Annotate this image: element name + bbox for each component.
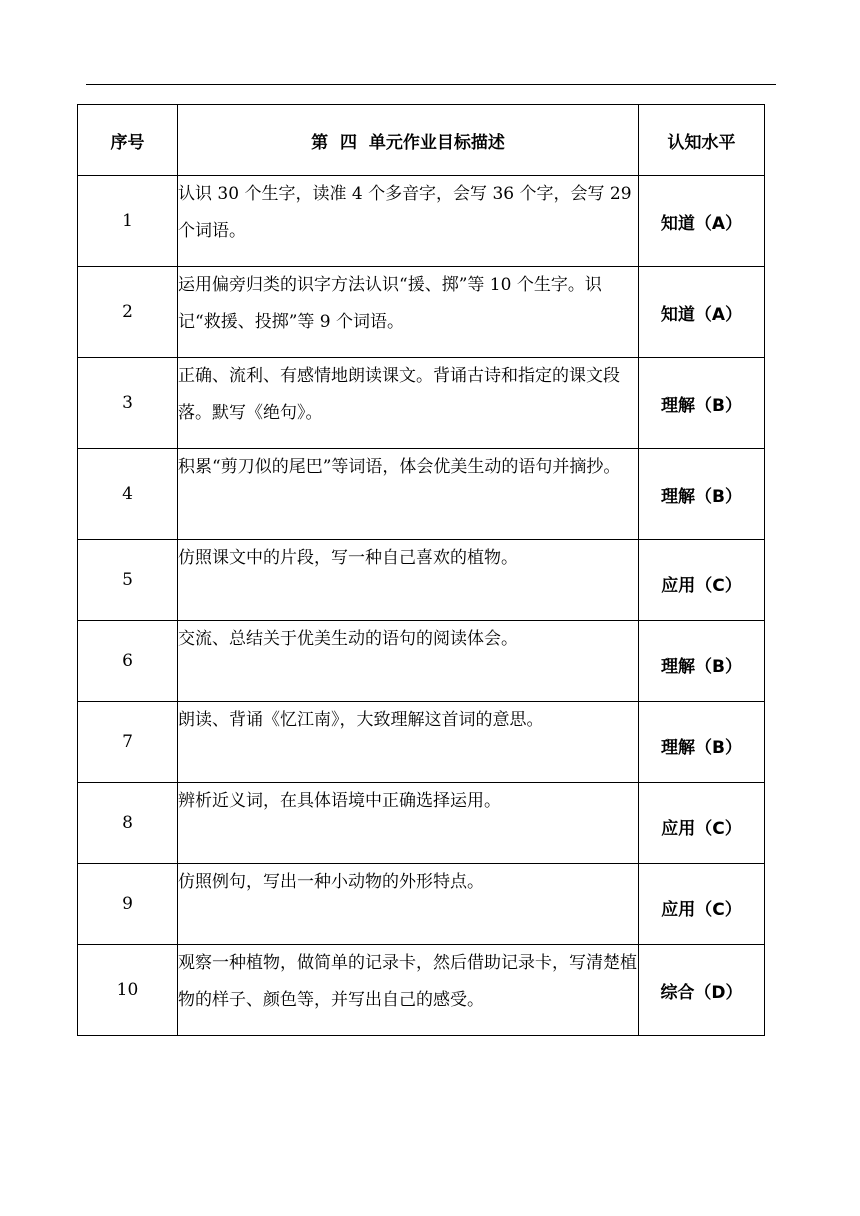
table-row: [78, 267, 765, 358]
row-level: 应用（C）: [639, 864, 765, 945]
row-no: 6: [78, 621, 178, 702]
table-header-row: [78, 105, 765, 176]
row-level: 理解（B）: [639, 358, 765, 449]
row-desc: 仿照课文中的片段，写一种自己喜欢的植物。: [178, 540, 639, 621]
row-no: 10: [78, 945, 178, 1036]
row-no: 1: [78, 176, 178, 267]
row-no: 5: [78, 540, 178, 621]
row-no: 3: [78, 358, 178, 449]
row-level: 应用（C）: [639, 783, 765, 864]
row-level: 知道（A）: [639, 176, 765, 267]
header-rule: [86, 84, 776, 85]
row-desc: 辨析近义词，在具体语境中正确选择运用。: [178, 783, 639, 864]
row-desc: 运用偏旁归类的识字方法认识“援、掷”等 10 个生字。识记“救援、投掷”等 9 个词语。: [178, 267, 639, 358]
header-desc: 第 四 单元作业目标描述: [178, 105, 639, 176]
row-level: 理解（B）: [639, 702, 765, 783]
row-desc: 积累“剪刀似的尾巴”等词语，体会优美生动的语句并摘抄。: [178, 449, 639, 540]
row-no: 9: [78, 864, 178, 945]
row-no: 2: [78, 267, 178, 358]
row-level: 理解（B）: [639, 449, 765, 540]
table-row: [78, 176, 765, 267]
row-level: 知道（A）: [639, 267, 765, 358]
row-desc: 认识 30 个生字，读准 4 个多音字，会写 36 个字，会写 29 个词语。: [178, 176, 639, 267]
row-no: 4: [78, 449, 178, 540]
table-row: [78, 449, 765, 540]
table-row: [78, 702, 765, 783]
row-no: 7: [78, 702, 178, 783]
row-level: 综合（D）: [639, 945, 765, 1036]
row-desc: 交流、总结关于优美生动的语句的阅读体会。: [178, 621, 639, 702]
row-no: 8: [78, 783, 178, 864]
table-row: [78, 358, 765, 449]
row-desc: 朗读、背诵《忆江南》，大致理解这首词的意思。: [178, 702, 639, 783]
header-level: 认知水平: [639, 105, 765, 176]
unit-goals-table: [77, 104, 765, 1036]
table-row: [78, 540, 765, 621]
table-row: [78, 864, 765, 945]
table-row: [78, 783, 765, 864]
row-desc: 观察一种植物，做简单的记录卡，然后借助记录卡，写清楚植物的样子、颜色等，并写出自己的感受。: [178, 945, 639, 1036]
row-desc: 仿照例句，写出一种小动物的外形特点。: [178, 864, 639, 945]
row-level: 理解（B）: [639, 621, 765, 702]
table-row: [78, 945, 765, 1036]
row-desc: 正确、流利、有感情地朗读课文。背诵古诗和指定的课文段落。默写《绝句》。: [178, 358, 639, 449]
header-no: 序号: [78, 105, 178, 176]
table-row: [78, 621, 765, 702]
row-level: 应用（C）: [639, 540, 765, 621]
